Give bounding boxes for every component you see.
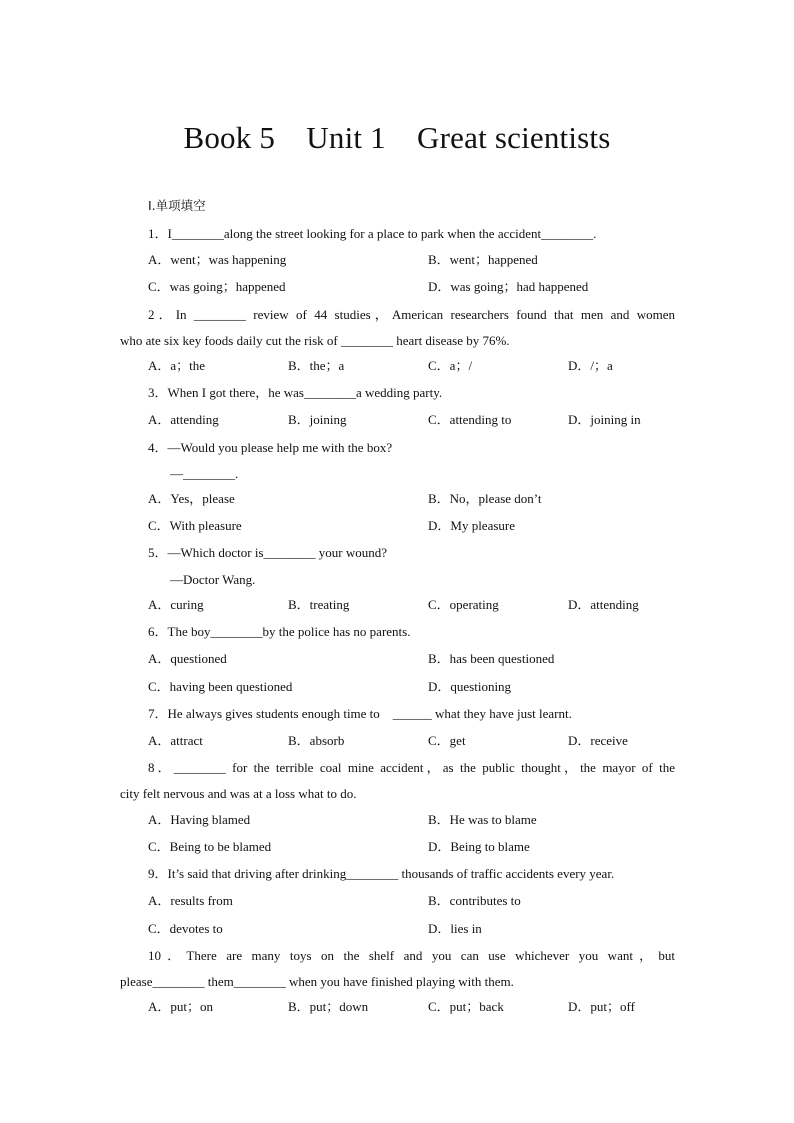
question-5-reply: —Doctor Wang. xyxy=(170,572,256,587)
question-6-option-b: B．has been questioned xyxy=(428,651,555,666)
question-8-stem: 8．________ for the terrible coal mine accident，as the public thought，the mayor of the xyxy=(148,760,675,775)
question-9-stem: 9．It’s said that driving after drinking________ thousands of traffic accidents every year. xyxy=(148,866,615,881)
question-5-option-a: A．curing xyxy=(148,597,204,612)
question-6-option-d: D．questioning xyxy=(428,679,512,694)
question-4-reply: —________. xyxy=(170,466,239,481)
question-1-option-d: D．was going；had happened xyxy=(428,279,589,294)
question-8-stem-continued: city felt nervous and was at a loss what to do. xyxy=(120,786,357,801)
page-title: Book 5 Unit 1 Great scientists xyxy=(183,120,611,155)
question-3-option-a: A．attending xyxy=(148,412,219,427)
question-1-stem: 1．I________along the street looking for a place to park when the accident________. xyxy=(148,226,597,241)
question-4-option-a: A．Yes，please xyxy=(148,491,235,506)
question-2-option-a: A．a；the xyxy=(148,358,206,373)
question-10-stem-continued: please________ them________ when you have finished playing with them. xyxy=(120,974,514,989)
question-3-stem: 3．When I got there，he was________a wedding party. xyxy=(148,385,443,400)
question-4-option-d: D．My pleasure xyxy=(428,518,516,533)
question-7-stem: 7．He always gives students enough time to ______ what they have just learnt. xyxy=(148,706,572,721)
question-3-option-b: B．joining xyxy=(288,412,347,427)
question-4-option-b: B．No，please don’t xyxy=(428,491,542,506)
question-10-option-d: D．put；off xyxy=(568,999,635,1014)
question-8-option-d: D．Being to blame xyxy=(428,839,530,854)
question-7-option-c: C．get xyxy=(428,733,466,748)
question-5-option-b: B．treating xyxy=(288,597,350,612)
question-10-stem: 10．There are many toys on the shelf and you can use whichever you want，but xyxy=(148,948,675,963)
question-2-option-b: B．the；a xyxy=(288,358,345,373)
question-9-option-a: A．results from xyxy=(148,893,233,908)
question-9-option-d: D．lies in xyxy=(428,921,482,936)
question-4-stem: 4．—Would you please help me with the box? xyxy=(148,440,393,455)
question-6-option-c: C．having been questioned xyxy=(148,679,293,694)
section-heading: Ⅰ.单项填空 xyxy=(148,198,206,213)
question-8-option-a: A．Having blamed xyxy=(148,812,251,827)
question-2-option-c: C．a；/ xyxy=(428,358,473,373)
question-3-option-c: C．attending to xyxy=(428,412,512,427)
question-8-option-b: B．He was to blame xyxy=(428,812,537,827)
question-7-option-d: D．receive xyxy=(568,733,628,748)
question-5-stem: 5．—Which doctor is________ your wound? xyxy=(148,545,388,560)
question-5-option-d: D．attending xyxy=(568,597,639,612)
question-3-option-d: D．joining in xyxy=(568,412,641,427)
question-5-option-c: C．operating xyxy=(428,597,499,612)
question-10-option-c: C．put；back xyxy=(428,999,504,1014)
question-6-option-a: A．questioned xyxy=(148,651,227,666)
question-9-option-c: C．devotes to xyxy=(148,921,223,936)
question-2-stem-continued: who ate six key foods daily cut the risk of ________ heart disease by 76%. xyxy=(120,333,510,348)
question-7-option-b: B．absorb xyxy=(288,733,345,748)
question-6-stem: 6．The boy________by the police has no parents. xyxy=(148,624,411,639)
question-10-option-a: A．put；on xyxy=(148,999,214,1014)
question-2-stem: 2．In ________ review of 44 studies，American researchers found that men and women xyxy=(148,307,675,322)
question-4-option-c: C．With pleasure xyxy=(148,518,242,533)
question-1-option-c: C．was going；happened xyxy=(148,279,286,294)
question-10-option-b: B．put；down xyxy=(288,999,369,1014)
question-2-option-d: D．/；a xyxy=(568,358,613,373)
question-1-option-b: B．went；happened xyxy=(428,252,538,267)
question-1-option-a: A．went；was happening xyxy=(148,252,287,267)
question-7-option-a: A．attract xyxy=(148,733,203,748)
question-8-option-c: C．Being to be blamed xyxy=(148,839,272,854)
question-9-option-b: B．contributes to xyxy=(428,893,521,908)
